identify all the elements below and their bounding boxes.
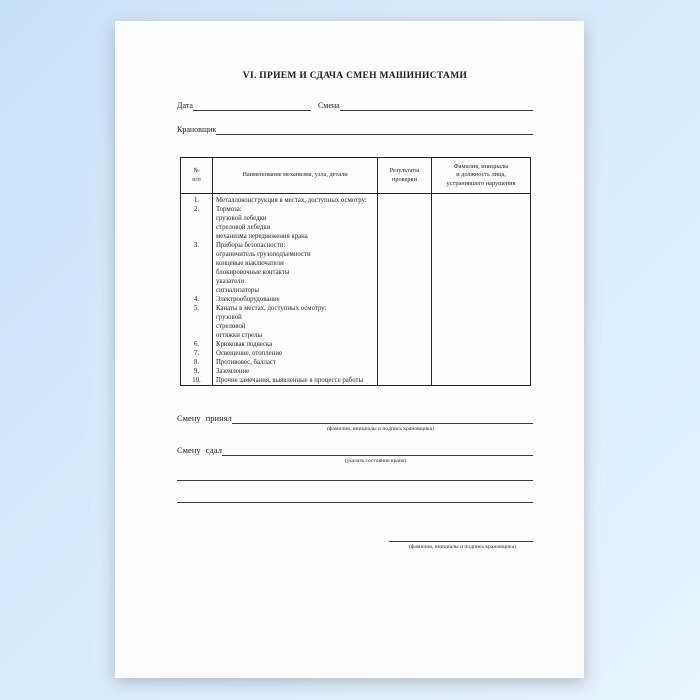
row-number: 1. [193, 197, 200, 204]
table-num-col [181, 194, 213, 385]
row-number [181, 322, 212, 331]
row-number [181, 223, 212, 232]
operator-label: Крановщик [177, 125, 217, 134]
table-text-col [213, 194, 378, 385]
row-text: грузовой [216, 314, 242, 321]
row-text: указатели [216, 278, 245, 285]
header-num [181, 158, 213, 193]
row-text: Освещение, отопление [216, 350, 282, 357]
row-number: 9. [193, 368, 200, 375]
row-number [181, 331, 212, 340]
accepted-caption: (фамилия, инициалы и подпись крановщика) [326, 426, 435, 432]
row-number [181, 268, 212, 277]
shift-handed-line [222, 445, 533, 456]
handed-caption: (указать состояние крана) [344, 458, 407, 464]
date-label: Дата [177, 101, 193, 110]
row-number: 7. [193, 350, 200, 357]
row-number [181, 214, 212, 223]
row-number [181, 250, 212, 259]
row-text: Тормоза: [216, 206, 242, 213]
row-number: 10. [192, 377, 201, 384]
row-number [181, 286, 212, 295]
table-person-col [432, 194, 530, 385]
header-person-line1: Фамилия, инициалы [453, 162, 509, 170]
row-number [181, 259, 212, 268]
row-text: Противовес, балласт [216, 359, 276, 366]
row-number: 3. [193, 242, 200, 249]
header-name-text: Наименование механизма, узла, детали [242, 171, 348, 179]
header-person-line2: и должность лица, [456, 171, 506, 179]
table-body-row [181, 194, 530, 385]
row-text: стреловой [216, 323, 246, 330]
header-result [378, 158, 432, 193]
header-result-line1: Результаты [389, 167, 420, 174]
row-text: оттяжки стрелы [216, 332, 263, 339]
header-num-line1: № [193, 167, 200, 174]
header-result-line2: проверки [392, 175, 417, 183]
row-text: сигнализаторы [216, 287, 259, 294]
row-text: блокировочные контакты [216, 269, 290, 276]
row-text: Электрооборудование [216, 296, 280, 303]
row-text: стреловой лебедки [216, 224, 271, 231]
shift-label: Смена [317, 101, 340, 110]
row-text: Приборы безопасности: [216, 242, 286, 249]
inspection-table [180, 157, 531, 386]
operator-field-line [216, 124, 533, 135]
header-num-line2: п/п [192, 175, 201, 183]
header-person [432, 158, 530, 193]
row-text: ограничитель грузоподъемности [216, 251, 311, 258]
date-field-line [193, 100, 311, 111]
shift-accepted-label: Смену принял [177, 413, 232, 423]
table-header-row [181, 158, 530, 194]
signature-line [389, 541, 533, 542]
shift-accepted-row [177, 413, 533, 424]
header-person-line3: устранившего нарушения [446, 179, 516, 187]
shift-handed-label: Смену сдал [177, 445, 222, 455]
row-number: 8. [193, 359, 200, 366]
row-number: 2. [193, 206, 200, 213]
shift-handed-row [177, 445, 533, 456]
row-number: 5. [193, 305, 200, 312]
row-number [181, 232, 212, 241]
signature-caption: (фамилия, инициалы и подпись крановщика) [408, 544, 517, 550]
date-shift-row [177, 100, 533, 111]
shift-field-line [340, 100, 533, 111]
header-name [213, 158, 378, 193]
form-page [115, 21, 584, 678]
operator-row [177, 124, 533, 135]
row-number [181, 277, 212, 286]
row-text: концевые выключатели [216, 260, 284, 267]
row-text: механизма передвижения крана [216, 233, 308, 240]
row-text: Крюковая подвеска [216, 341, 273, 348]
row-text: Металлоконструкция в местах, доступных осмотру: [216, 197, 367, 204]
form-title: VI. ПРИЕМ И СДАЧА СМЕН МАШИНИСТАМИ [242, 71, 468, 81]
table-results-col [378, 194, 432, 385]
blank-line-2 [177, 502, 533, 503]
row-text: грузовой лебедки [216, 215, 267, 222]
row-text: Канаты в местах, доступных осмотру: [216, 305, 327, 312]
shift-accepted-line [232, 413, 533, 424]
row-number: 4. [193, 296, 200, 303]
row-number: 6. [193, 341, 200, 348]
row-text: Прочие замечания, выявленные в процессе работы [216, 377, 364, 384]
blank-line-1 [177, 480, 533, 481]
row-text: Заземление [216, 368, 250, 375]
row-number [181, 313, 212, 322]
